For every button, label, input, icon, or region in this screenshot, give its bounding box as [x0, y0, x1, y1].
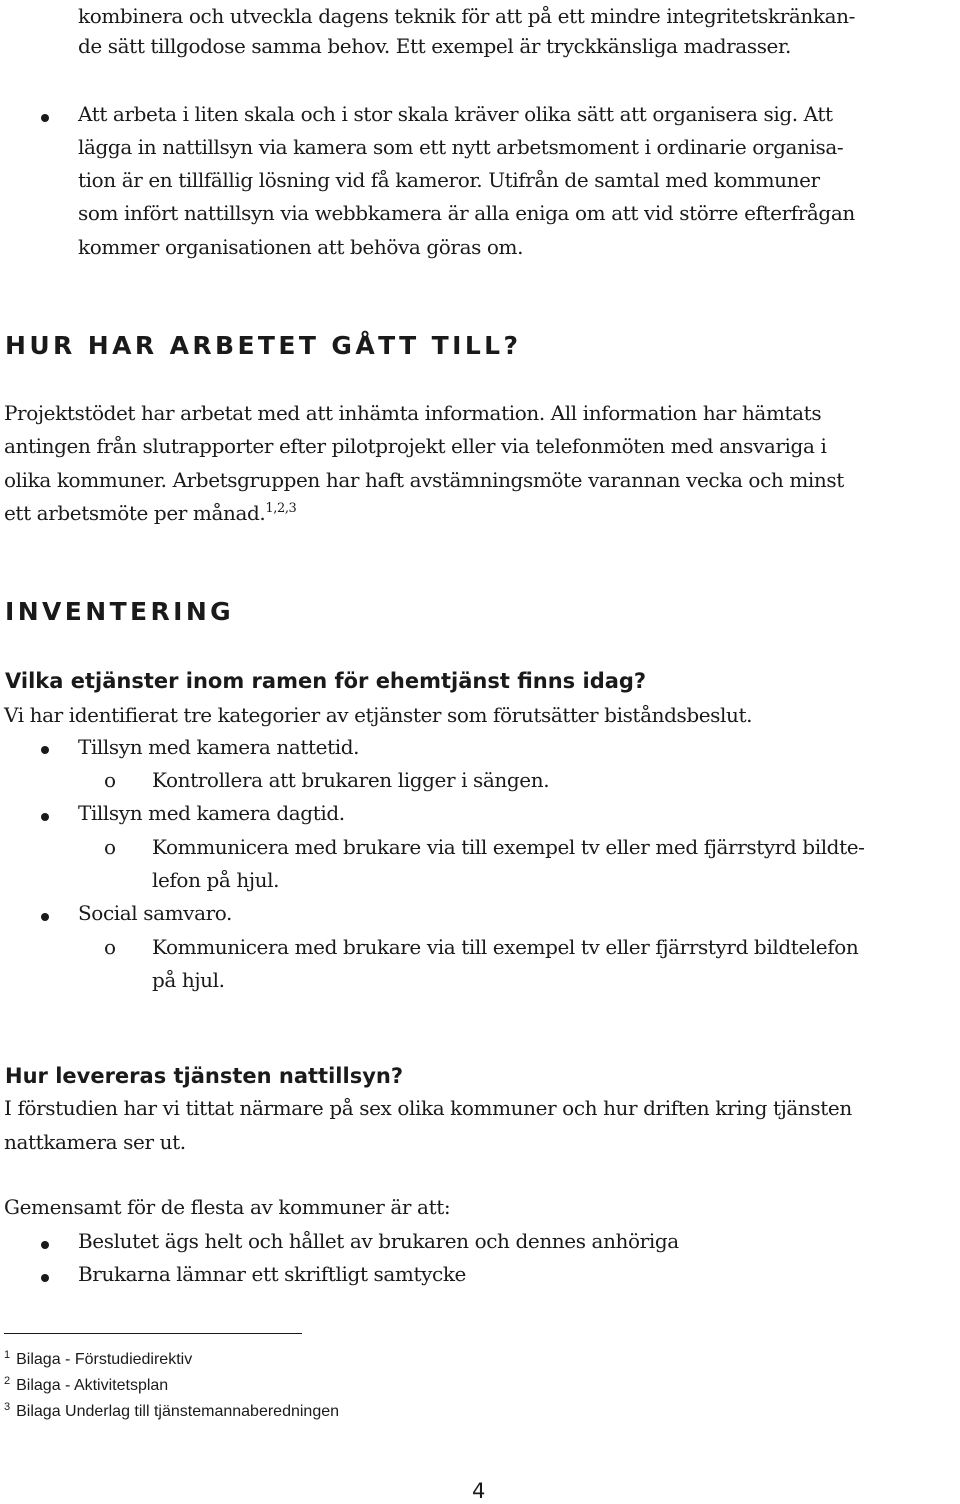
continuation-line: de sätt tillgodose samma behov. Ett exempel är tryckkänsliga madrasser.	[78, 34, 791, 58]
category-sub-line: Kommunicera med brukare via till exempel tv eller med fjärrstyrd bildte-	[152, 835, 865, 859]
footnote-text: Bilaga - Aktivitetsplan	[16, 1377, 169, 1394]
common-item: Beslutet ägs helt och hållet av brukaren och dennes anhöriga	[78, 1229, 679, 1253]
how-last-line-text: ett arbetsmöte per månad.	[4, 501, 266, 525]
footnote	[4, 1350, 192, 1371]
bullet-icon	[41, 1241, 49, 1249]
bullet-icon	[41, 114, 49, 122]
bullet-icon	[41, 1274, 49, 1282]
bullet-icon	[41, 913, 49, 921]
bullet-scale-line: tion är en tillfällig lösning vid få kameror. Utifrån de samtal med kommuner	[78, 168, 820, 192]
bullet-icon	[41, 746, 49, 754]
delivery-paragraph-line: I förstudien har vi tittat närmare på sex olika kommuner och hur driften kring tjänsten	[4, 1096, 852, 1120]
sub-bullet-icon: o	[104, 768, 117, 792]
category-sub-line: Kontrollera att brukaren ligger i sängen.	[152, 768, 550, 792]
category-sub-line: Kommunicera med brukare via till exempel tv eller fjärrstyrd bildtelefon	[152, 935, 859, 959]
common-item: Brukarna lämnar ett skriftligt samtycke	[78, 1262, 466, 1286]
bullet-scale-line: kommer organisationen att behöva göras om.	[78, 235, 524, 259]
bullet-scale-line: lägga in nattillsyn via kamera som ett nytt arbetsmoment i ordinarie organisa-	[78, 135, 844, 159]
sub-bullet-icon: o	[104, 935, 117, 959]
category-sub-line: lefon på hjul.	[152, 868, 280, 892]
section-heading-how: HUR HAR ARBETET GÅTT TILL?	[5, 331, 522, 360]
how-paragraph-line: olika kommuner. Arbetsgruppen har haft avstämningsmöte varannan vecka och minst	[4, 468, 844, 492]
footnote	[4, 1402, 339, 1423]
footnote	[4, 1376, 168, 1397]
category-sub-line: på hjul.	[152, 968, 225, 992]
bullet-icon	[41, 813, 49, 821]
bullet-scale-line: som infört nattillsyn via webbkamera är alla eniga om att vid större efterfrågan	[78, 201, 855, 225]
footnote-number: 1	[4, 1349, 11, 1361]
footnote-divider	[4, 1333, 302, 1334]
section-heading-inventering: INVENTERING	[5, 597, 235, 626]
subheading-delivery: Hur levereras tjänsten nattillsyn?	[5, 1064, 404, 1088]
bullet-scale-line: Att arbeta i liten skala och i stor skala kräver olika sätt att organisera sig. Att	[78, 102, 833, 126]
footnote-refs: 1,2,3	[265, 501, 297, 516]
delivery-paragraph-line: nattkamera ser ut.	[4, 1130, 186, 1154]
category-label: Tillsyn med kamera nattetid.	[78, 735, 360, 759]
footnote-text: Bilaga - Förstudiedirektiv	[16, 1351, 193, 1368]
how-paragraph-line: Projektstödet har arbetat med att inhämta information. All information har hämtats	[4, 401, 822, 425]
footnote-number: 3	[4, 1401, 11, 1413]
subheading-etjanster: Vilka etjänster inom ramen för ehemtjänst finns idag?	[5, 669, 647, 693]
category-label: Social samvaro.	[78, 901, 233, 925]
common-intro: Gemensamt för de flesta av kommuner är att:	[4, 1195, 451, 1219]
footnote-text: Bilaga Underlag till tjänstemannaberedningen	[16, 1403, 340, 1420]
inventering-intro: Vi har identifierat tre kategorier av etjänster som förutsätter biståndsbeslut.	[4, 703, 753, 727]
continuation-line: kombinera och utveckla dagens teknik för att på ett mindre integritetskränkan-	[78, 4, 855, 28]
footnote-number: 2	[4, 1375, 11, 1387]
how-paragraph-line	[4, 497, 296, 534]
page-number: 4	[472, 1479, 486, 1503]
sub-bullet-icon: o	[104, 835, 117, 859]
how-paragraph-line: antingen från slutrapporter efter pilotprojekt eller via telefonmöten med ansvariga i	[4, 434, 827, 458]
category-label: Tillsyn med kamera dagtid.	[78, 801, 345, 825]
